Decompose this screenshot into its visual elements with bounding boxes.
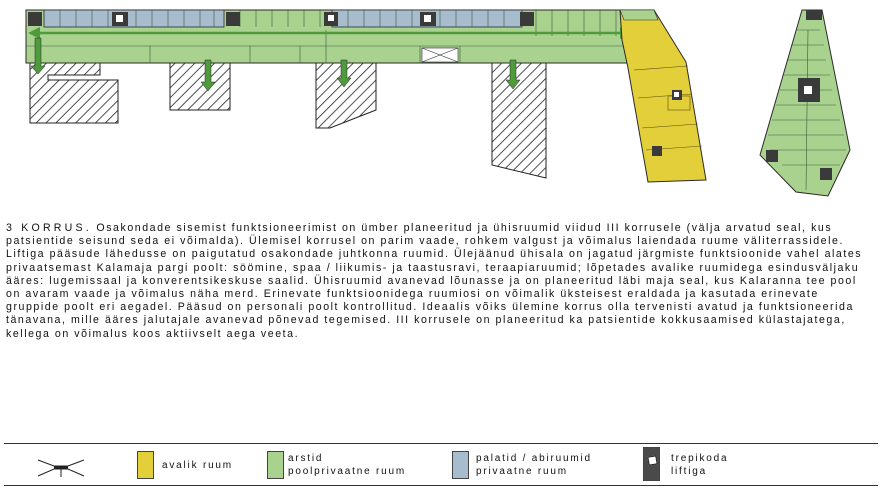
floor-heading: 3 KORRUS. <box>6 222 92 234</box>
floor-description-body: Osakondade sisemist funktsioneerimist on ümber planeeritud ja ühisruumid viidud III korrusele (välja arvatud seal, kus patsientide seisund seda ei võimalda). Ülemisel korrusel on parim vaade, rohkem valgust ja võimalus laiendada ruume väliterrassidele. Liftiga pääsude lähedusse on paigutatud osakondade juhtkonna ruumid. Ülejäänud ühisala on jagatud järgmiste funktsioonide vahel alates privaatsemast Kalamaja pargi poolt: söömine, spaa / liikumis- ja taastusravi, teraapiaruumid; lõpetades avalike ruumidega esindusväljaku ääres: lugemissaal ja konverentsikeskuse saalid. Ühisruumid avanevad lõunasse ja on planeeritud läbi maja seal, kus Kalaranna tee pool on avaram vaade ja võimalus näha merd. Erinevate funktsioonidega ruumiosi on võimalik üksteisest eraldada ja kasutada erinevate gruppide poolt eri aegadel. Pääsud on personali poolt kontrollitud. Ideaalis võiks ülemine korrus olla tervenisti avatud ja funktsioneerida tänavana, mille ääres jalutajale avanevad põnevad tegemised. III korrusele on planeeritud ka patsientide kokkusaamised külastajatega, kellega on võimalus koos aktiivselt aega veeta. <box>6 222 863 340</box>
lift-icon <box>647 455 657 465</box>
legend-divider-bottom <box>4 485 878 486</box>
legend-label-private-1: palatid / abiruumid <box>476 453 592 464</box>
terraces <box>30 60 546 178</box>
legend-label-stairs-1: trepikoda <box>671 453 729 464</box>
legend-swatch-stairs <box>643 447 660 481</box>
east-wing <box>760 10 850 196</box>
floor-description <box>6 222 874 341</box>
legend-label-semi-private-2: poolprivaatne ruum <box>288 466 407 477</box>
legend-swatch-private <box>452 451 469 479</box>
main-wing <box>26 10 636 63</box>
legend-label-public: avalik ruum <box>162 460 233 471</box>
legend-swatch-semi-private <box>267 451 284 479</box>
legend-label-private-2: privaatne ruum <box>476 466 568 477</box>
public-wing <box>620 10 706 182</box>
orientation-symbol <box>36 456 86 478</box>
legend-label-stairs-2: liftiga <box>671 466 707 477</box>
legend-swatch-public <box>137 451 154 479</box>
legend-divider-top <box>4 443 878 444</box>
floor-plan <box>0 0 880 220</box>
legend-label-semi-private-1: arstid <box>288 453 324 464</box>
